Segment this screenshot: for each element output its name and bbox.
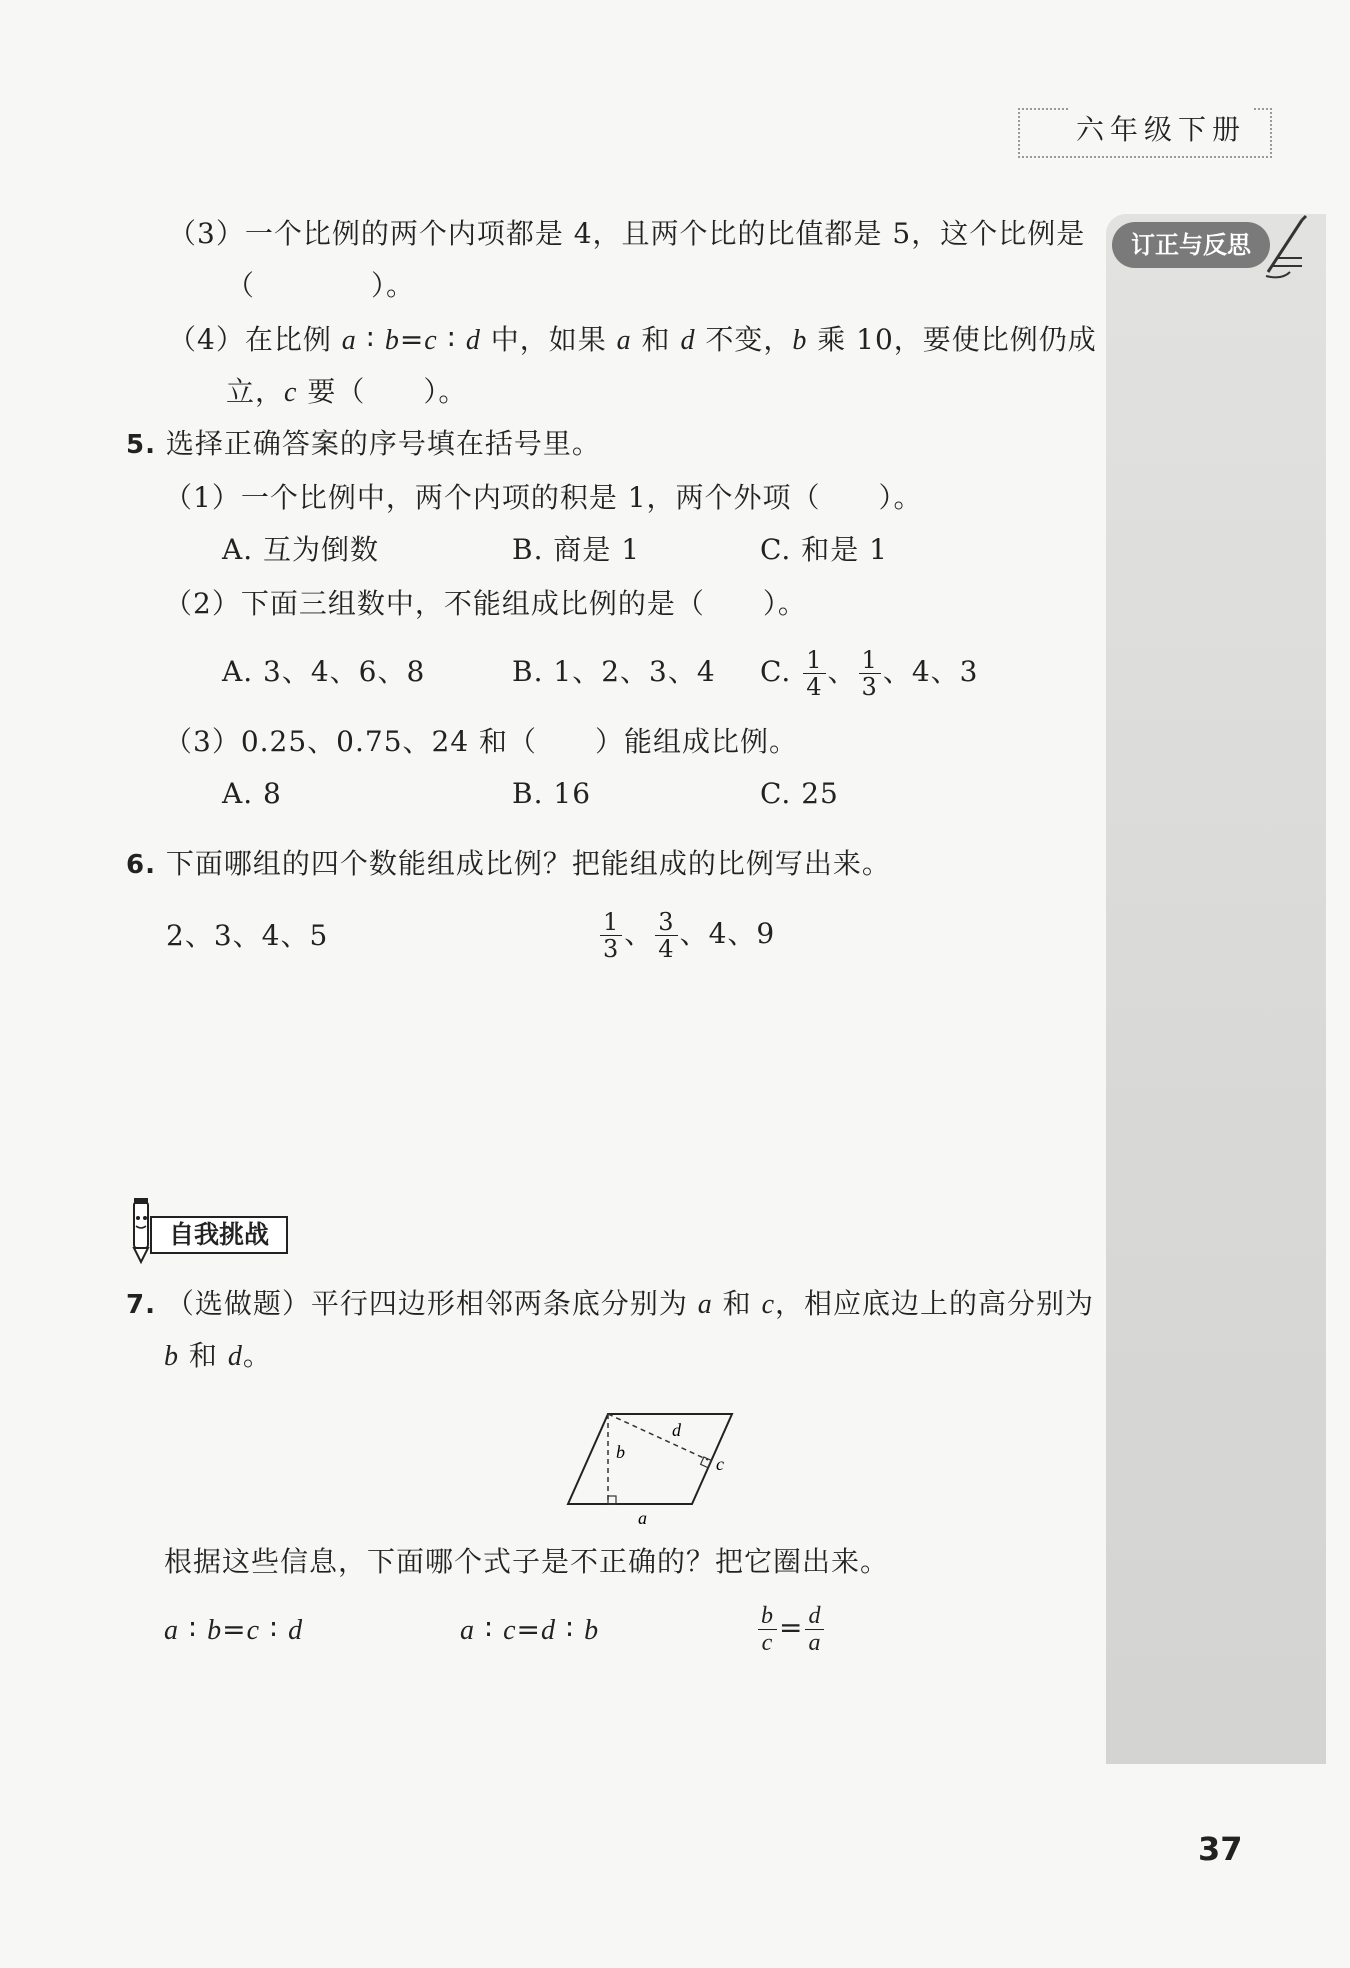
q5-item2-option-a: A. 3、4、6、8 xyxy=(222,655,426,688)
q5-item1-option-b: B. 商是 1 xyxy=(512,533,641,566)
var-d: d xyxy=(680,325,696,356)
equals: = xyxy=(222,1613,247,1646)
text: 立， xyxy=(226,375,285,408)
numerator: 1 xyxy=(803,647,825,674)
question-number: 7. xyxy=(126,1290,156,1320)
q7-instruction: 根据这些信息，下面哪个式子是不正确的？把它圈出来。 xyxy=(164,1545,890,1578)
numerator: d xyxy=(805,1603,824,1630)
q6-heading xyxy=(126,846,891,883)
parallelogram-figure xyxy=(560,1400,756,1530)
equals: = xyxy=(516,1613,541,1646)
var-d: d xyxy=(288,1615,304,1646)
var-b: b xyxy=(207,1615,223,1646)
q7-expression-1 xyxy=(164,1612,303,1649)
label-a: a xyxy=(638,1508,647,1528)
text: 要（ ）。 xyxy=(297,375,468,408)
colon: ∶ xyxy=(179,1613,208,1646)
var-a: a xyxy=(341,325,357,356)
separator: 、 xyxy=(624,917,654,950)
fraction xyxy=(600,909,622,962)
q7-line1 xyxy=(126,1286,1094,1323)
q7-line2 xyxy=(164,1338,272,1375)
q4-item3-line1: （3）一个比例的两个内项都是 4，且两个比的比值都是 5，这个比例是 xyxy=(168,217,1086,250)
page-number: 37 xyxy=(1198,1830,1243,1868)
denominator: 4 xyxy=(806,673,823,701)
colon: ∶ xyxy=(437,323,466,356)
denominator: 4 xyxy=(658,935,675,963)
q5-item3-option-a: A. 8 xyxy=(222,777,282,810)
text: 。 xyxy=(242,1339,272,1372)
denominator: 3 xyxy=(861,673,878,701)
q5-item2-option-b: B. 1、2、3、4 xyxy=(512,655,716,688)
q5-item2-stem: （2）下面三组数中，不能组成比例的是（ ）。 xyxy=(164,587,807,620)
var-c: c xyxy=(246,1615,260,1646)
equals: = xyxy=(399,323,425,356)
var-c: c xyxy=(284,377,298,408)
q5-heading xyxy=(126,426,601,463)
q6-group2 xyxy=(598,902,775,966)
var-a: a xyxy=(616,325,632,356)
q5-item1-option-a: A. 互为倒数 xyxy=(222,533,380,566)
var-b: b xyxy=(792,325,808,356)
denominator: c xyxy=(761,1630,774,1656)
question-number: 6. xyxy=(126,850,156,880)
var-c: c xyxy=(503,1615,517,1646)
q7-expression-3 xyxy=(756,1596,826,1660)
q7-expression-2 xyxy=(460,1612,599,1649)
label-b: b xyxy=(616,1442,625,1462)
var-a: a xyxy=(697,1289,713,1320)
colon: ∶ xyxy=(260,1613,289,1646)
text: 、4、3 xyxy=(882,655,979,688)
question-number: 5. xyxy=(126,430,156,460)
grade-label: 六年级下册 xyxy=(1070,108,1252,148)
var-a: a xyxy=(164,1615,179,1646)
fraction xyxy=(803,647,825,700)
equals: = xyxy=(779,1611,804,1644)
q5-item3-option-b: B. 16 xyxy=(512,777,592,810)
reflection-tab: 订正与反思 xyxy=(1112,222,1270,268)
reflection-side-panel xyxy=(1106,214,1326,1764)
right-angle-mark xyxy=(608,1496,616,1504)
question-title: 选择正确答案的序号填在括号里。 xyxy=(165,427,601,460)
q5-item3-option-c: C. 25 xyxy=(760,777,839,810)
q4-item3-line2: （ ）。 xyxy=(226,269,416,302)
question-title: 下面哪组的四个数能组成比例？把能组成的比例写出来。 xyxy=(165,847,891,880)
q6-group1: 2、3、4、5 xyxy=(166,919,329,952)
separator: 、 xyxy=(827,655,857,688)
label-d: d xyxy=(672,1420,681,1440)
label-c: c xyxy=(716,1454,724,1474)
text: ，相应底边上的高分别为 xyxy=(775,1287,1095,1320)
text: （选做题）平行四边形相邻两条底分别为 xyxy=(165,1287,698,1320)
fraction xyxy=(805,1603,824,1656)
numerator: 3 xyxy=(655,909,677,936)
var-c: c xyxy=(424,325,438,356)
q4-item4-line1 xyxy=(168,322,1097,359)
fraction xyxy=(655,909,677,962)
var-b: b xyxy=(164,1341,179,1372)
numerator: b xyxy=(758,1603,777,1630)
text: 不变， xyxy=(695,323,793,356)
denominator: a xyxy=(808,1630,822,1656)
text: 、4、9 xyxy=(679,917,776,950)
numerator: 1 xyxy=(859,647,881,674)
var-d: d xyxy=(541,1615,556,1646)
pen-icon xyxy=(1262,214,1310,284)
option-letter: C. xyxy=(760,655,792,688)
q5-item2-option-c xyxy=(760,640,978,704)
colon: ∶ xyxy=(356,323,385,356)
var-d: d xyxy=(227,1341,243,1372)
text: 中，如果 xyxy=(480,323,617,356)
var-b: b xyxy=(384,325,400,356)
denominator: 3 xyxy=(603,935,620,963)
q5-item1-stem: （1）一个比例中，两个内项的积是 1，两个外项（ ）。 xyxy=(164,481,923,514)
q5-item3-stem: （3）0.25、0.75、24 和（ ）能组成比例。 xyxy=(164,725,799,758)
var-c: c xyxy=(761,1289,776,1320)
q5-item1-option-c: C. 和是 1 xyxy=(760,533,888,566)
colon: ∶ xyxy=(475,1613,504,1646)
grade-header-box xyxy=(1018,108,1272,158)
text: 和 xyxy=(631,323,681,356)
q4-item4-line2 xyxy=(226,374,467,411)
colon: ∶ xyxy=(556,1613,585,1646)
fraction xyxy=(859,647,881,700)
var-d: d xyxy=(465,325,481,356)
text: 和 xyxy=(179,1339,228,1372)
text: （4）在比例 xyxy=(168,323,342,356)
fraction xyxy=(758,1603,777,1656)
var-a: a xyxy=(460,1615,475,1646)
numerator: 1 xyxy=(600,909,622,936)
challenge-label: 自我挑战 xyxy=(150,1216,288,1254)
var-b: b xyxy=(584,1615,600,1646)
text: 乘 10，要使比例仍成 xyxy=(807,323,1097,356)
text: 和 xyxy=(712,1287,762,1320)
